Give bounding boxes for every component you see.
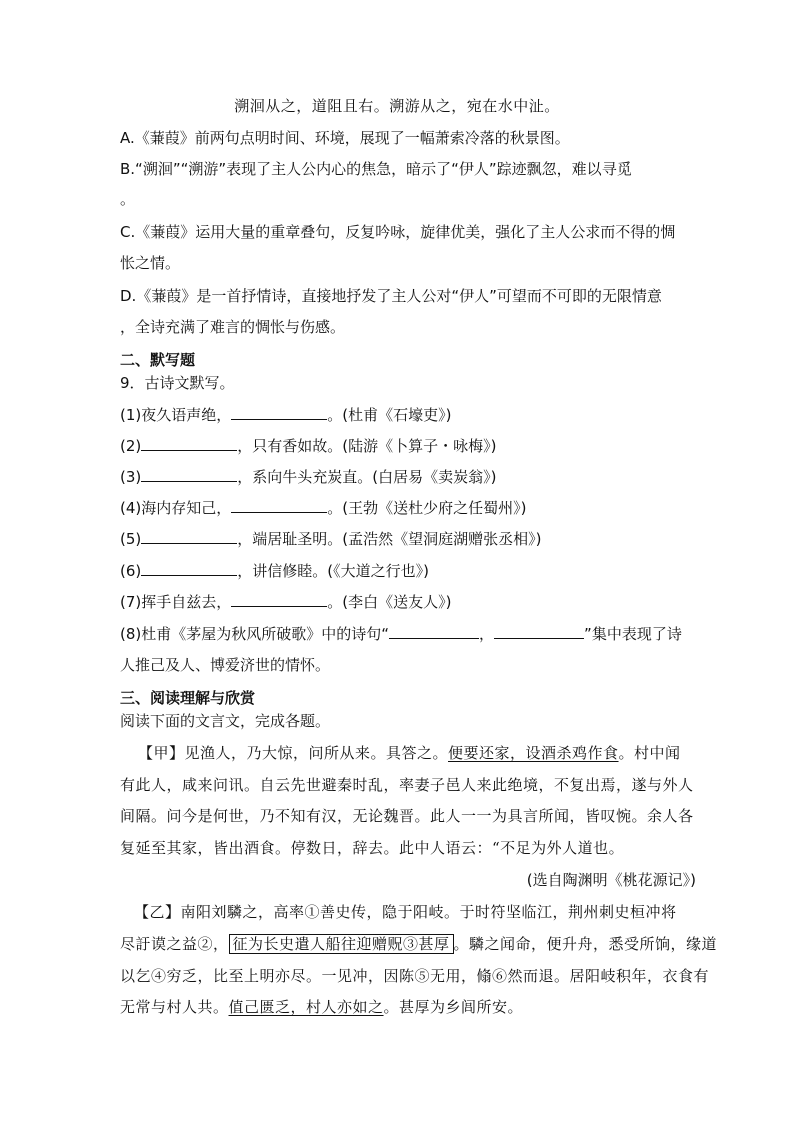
option-c: C.《蒹葭》运用大量的重章叠句，反复吟咏，旋律优美，强化了主人公求而不得的惆: [120, 223, 676, 241]
poem-tail: 溯洄从之，道阻且右。溯游从之，宛在水中沚。: [234, 97, 560, 115]
answer-blank[interactable]: [231, 592, 327, 607]
answer-blank[interactable]: [141, 436, 237, 451]
option-a: A.《蒹葭》前两句点明时间、环境，展现了一幅萧索冷落的秋景图。: [120, 129, 570, 147]
passage-yi-line3: 以乞④穷乏，比至上明亦尽。一见冲，因陈⑤无用，翛⑥然而退。居阳岐积年，衣食有: [120, 967, 710, 985]
answer-blank[interactable]: [231, 405, 327, 420]
underlined-sentence: 值己匮乏，村人亦如之: [228, 998, 384, 1016]
answer-blank[interactable]: [141, 467, 237, 482]
dictation-item-8: (8)杜甫《茅屋为秋风所破歌》中的诗句“ ， ”集中表现了诗: [120, 625, 682, 643]
answer-blank[interactable]: [231, 498, 327, 513]
dictation-item-5: (5) ，端居耻圣明。(孟浩然《望洞庭湖赠张丞相》): [120, 530, 542, 548]
passage-yi-line2: 尽訏谟之益②， 征为长史遣人船往迎赠贶③甚厚 。驎之闻命，便升舟，悉受所饷，缘道: [120, 935, 718, 953]
option-c-cont: 怅之情。: [120, 254, 181, 272]
passage-jia-line3: 间隔。问今是何世，乃不知有汉，无论魏晋。此人一一为具言所闻，皆叹惋。余人各: [120, 807, 694, 825]
option-b: B.“溯洄”“溯游”表现了主人公内心的焦急，暗示了“伊人”踪迹飘忽，难以寻觅: [120, 160, 632, 178]
section3-title: 三、阅读理解与欣赏: [120, 689, 256, 707]
passage-yi-line1: 【乙】南阳刘驎之，高率①善史传，隐于阳岐。于时符坚临江，荆州刺史桓冲将: [134, 903, 677, 921]
answer-blank[interactable]: [494, 624, 584, 639]
answer-blank[interactable]: [141, 529, 237, 544]
answer-blank[interactable]: [141, 561, 237, 576]
dictation-item-1: (1)夜久语声绝， 。(杜甫《石壕吏》): [120, 406, 452, 424]
passage-yi-line4: 无常与村人共。值己匮乏，村人亦如之。甚厚为乡闾所安。: [120, 998, 524, 1016]
boxed-sentence: 征为长史遣人船往迎赠贶③甚厚: [229, 934, 454, 954]
question-9: 9．古诗文默写。: [120, 374, 235, 392]
reading-intro: 阅读下面的文言文，完成各题。: [120, 712, 331, 730]
dictation-item-8-cont: 人推己及人、博爱济世的情怀。: [120, 656, 331, 674]
passage-jia-line1: 【甲】见渔人，乃大惊，问所从来。具答之。便要还家，设酒杀鸡作食。村中闻: [138, 744, 681, 762]
option-d: D.《蒹葭》是一首抒情诗，直接地抒发了主人公对“伊人”可望而不可即的无限情意: [120, 287, 662, 305]
dictation-item-3: (3) ，系向牛头充炭直。(白居易《卖炭翁》): [120, 468, 497, 486]
passage-jia-line4: 复延至其家，皆出酒食。停数日，辞去。此中人语云：“不足为外人道也。: [120, 839, 625, 857]
option-b-cont: 。: [120, 190, 136, 208]
dictation-item-4: (4)海内存知己， 。(王勃《送杜少府之任蜀州》): [120, 499, 527, 517]
dictation-item-2: (2) ，只有香如故。(陆游《卜算子・咏梅》): [120, 437, 497, 455]
dictation-item-6: (6) ，讲信修睦。(《大道之行也》): [120, 562, 429, 580]
passage-jia-line2: 有此人，咸来问讯。自云先世避秦时乱，率妻子邑人来此绝境，不复出焉，遂与外人: [120, 776, 694, 794]
answer-blank[interactable]: [389, 624, 479, 639]
option-d-cont: ，全诗充满了难言的惆怅与伤感。: [120, 318, 346, 336]
section2-title: 二、默写题: [120, 351, 196, 369]
underlined-sentence: 便要还家，设酒杀鸡作食: [448, 744, 619, 762]
passage-jia-source: (选自陶渊明《桃花源记》): [526, 871, 696, 889]
dictation-item-7: (7)挥手自兹去， 。(李白《送友人》): [120, 593, 452, 611]
